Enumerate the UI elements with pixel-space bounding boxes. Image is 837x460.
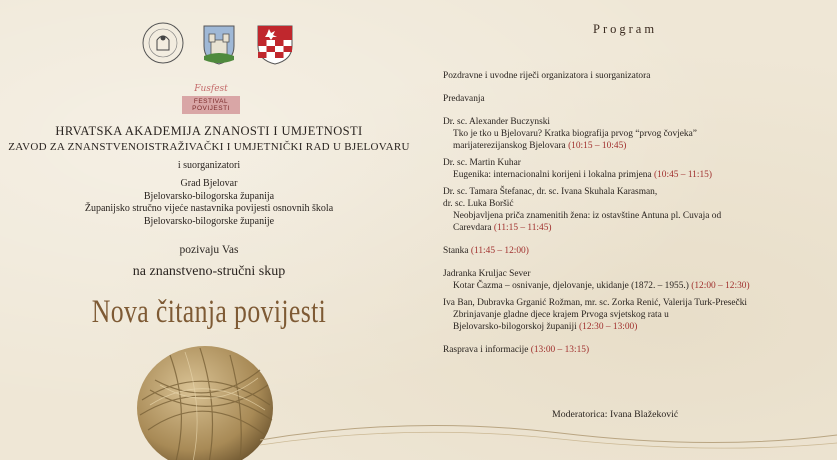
yarn-ball-image (130, 330, 280, 460)
opening-item: Pozdravne i uvodne riječi organizatora i suorganizatora (443, 71, 651, 81)
speaker-name: Dr. sc. Martin Kuhar (443, 158, 521, 168)
lecture-topic-text: Bjelovarsko-bilogorskoj županiji (453, 322, 580, 332)
academy-seal-icon (140, 20, 186, 66)
lecture-time: (10:15 – 10:45) (568, 141, 627, 151)
festival-logo-icon (182, 84, 240, 114)
lecture-time: (10:45 – 11:15) (653, 170, 712, 180)
program-panel (418, 0, 837, 460)
bjelovar-coat-of-arms-icon (196, 20, 242, 66)
program-title: Program (593, 22, 658, 36)
break-time: (11:45 – 12:00) (470, 246, 529, 256)
program-list (443, 70, 833, 356)
festival-logo-band: FESTIVAL POVIJESTI (182, 96, 240, 114)
county-coat-of-arms-icon (252, 20, 298, 66)
discussion-time: (13:00 – 13:15) (530, 345, 590, 355)
lecture-topic: Tko je tko u Bjelovaru? Kratka biografija prvog “prvog čovjeka” (453, 129, 697, 139)
lecture-topic-continued (443, 222, 833, 234)
lecture-time: (12:00 – 12:30) (691, 281, 750, 291)
speaker-names-continued: dr. sc. Luka Boršić (443, 199, 514, 209)
partner-list (0, 178, 418, 228)
event-type: na znanstveno-stručni skup (132, 264, 286, 279)
lecture-topic-line (443, 280, 833, 292)
lecture-topic-line (443, 169, 833, 181)
organizer-line-1: HRVATSKA AKADEMIJA ZNANOSTI I UMJETNOSTI (55, 124, 363, 138)
break-item (443, 245, 833, 257)
lecture-topic: Zbrinjavanje gladne djece krajem Prvoga svjetskog rata u (453, 310, 669, 320)
partner-item: Županijsko stručno vijeće nastavnika povijesti osnovnih škola (84, 203, 334, 214)
lecture-topic-continued (443, 140, 833, 152)
discussion-label: Rasprava i informacije (443, 345, 531, 355)
lecture-topic-text: marijaterezijanskog Bjelovara (453, 141, 569, 151)
invite-text: pozivaju Vas (179, 244, 239, 256)
lecture-topic-text: Kotar Čazma – osnivanje, djelovanje, ukidanje (1872. – 1955.) (453, 281, 692, 291)
partner-item: Bjelovarsko-bilogorske županije (143, 215, 275, 227)
partner-item: Grad Bjelovar (180, 178, 238, 189)
co-organizers-label: i suorganizatori (177, 160, 241, 171)
lecture-topic-continued (443, 321, 833, 333)
lecture-topic-text: Eugenika: internacionalni korijeni i lokalna primjena (453, 170, 654, 180)
festival-logo-script: Fusfest (194, 84, 228, 94)
lectures-label: Predavanja (443, 94, 485, 104)
invitation-panel (0, 0, 418, 460)
speaker-name: Dr. sc. Alexander Buczynski (443, 117, 551, 127)
logo-row (140, 20, 298, 66)
lecture-topic-text: Carevdara (453, 223, 494, 233)
break-label: Stanka (443, 246, 471, 256)
speaker-name: Jadranka Kruljac Sever (443, 269, 531, 279)
lecture-time: (11:15 – 11:45) (493, 223, 552, 233)
partner-item: Bjelovarsko-bilogorska županija (143, 190, 275, 202)
lecture-topic: Neobjavljena priča znamenitih žena: iz ostavštine Antuna pl. Cuvaja od (453, 211, 722, 221)
moderator-line: Moderatorica: Ivana Blažeković (552, 409, 679, 420)
speaker-names: Dr. sc. Tamara Štefanac, dr. sc. Ivana Skuhala Karasman, (443, 187, 658, 197)
speaker-names: Iva Ban, Dubravka Grganić Rožman, mr. sc. Zorka Renić, Valerija Turk-Presečki (443, 298, 748, 308)
organizer-line-2: ZAVOD ZA ZNANSTVENOISTRAŽIVAČKI I UMJETNIČKI RAD U BJELOVARU (8, 141, 410, 153)
discussion-item (443, 344, 833, 356)
event-title: Nova čitanja povijesti (91, 294, 327, 330)
lecture-time: (12:30 – 13:00) (579, 322, 638, 332)
